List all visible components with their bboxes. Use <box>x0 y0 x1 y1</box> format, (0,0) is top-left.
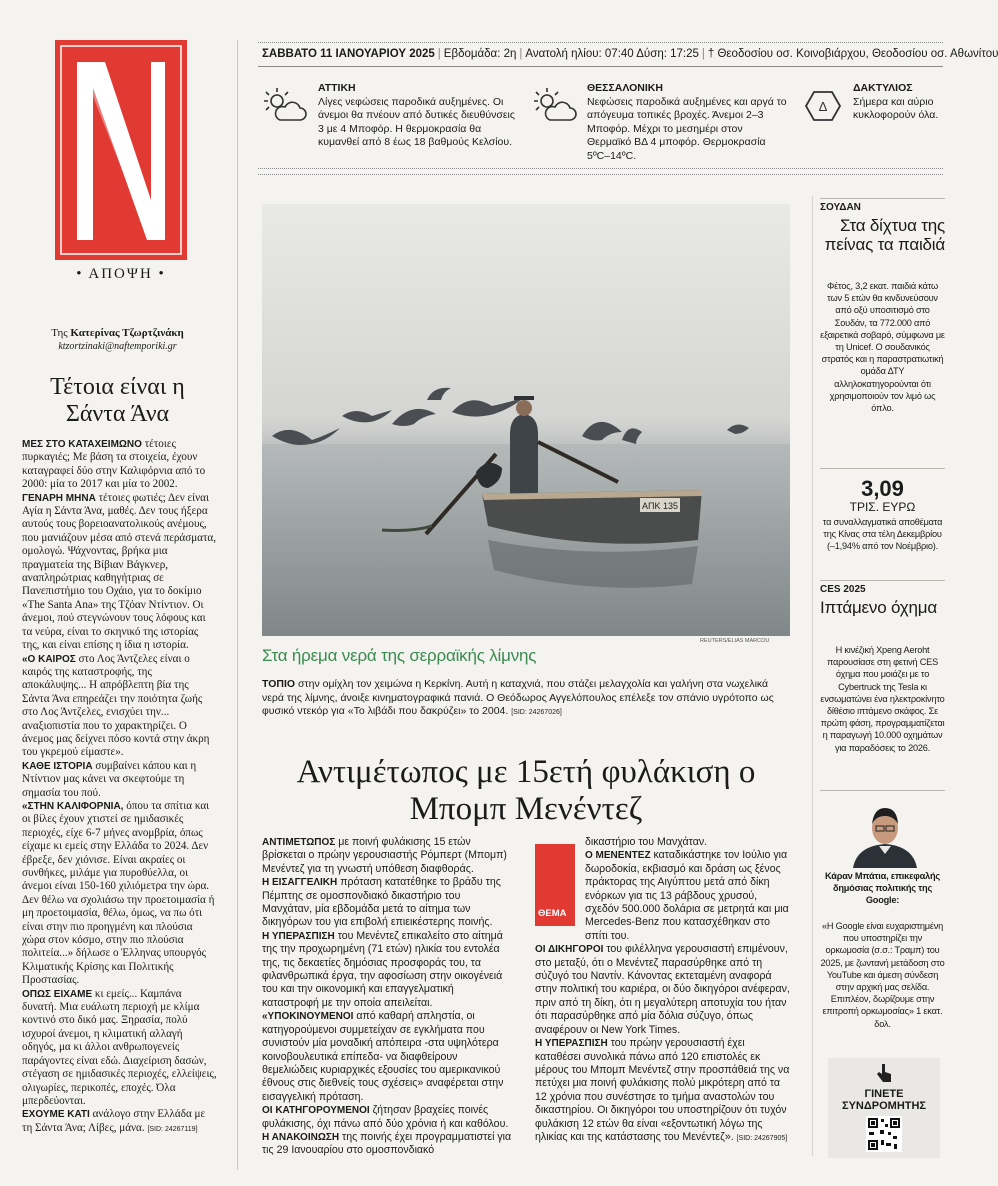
weather-text: Σήμερα και αύριο κυκλοφορούν όλα. <box>853 95 939 121</box>
weather-thessaloniki <box>587 82 787 163</box>
column-divider <box>237 40 238 1170</box>
caption-body <box>262 678 790 720</box>
paragraph-text: πρόταση κατατέθηκε το βράδυ της Πέμπτης σε ομοσπονδιακό δικαστήριο του Μανχάταν, μία εβδομάδα μετά το αίτημα των δικηγόρων του για επιβολή επιεικέστερης ποινής. <box>262 876 501 929</box>
paragraph-keyword: ΟΙ ΔΙΚΗΓΟΡΟΙ <box>535 944 604 956</box>
logo-n-icon <box>55 40 187 260</box>
paragraph <box>262 876 512 930</box>
paragraph-keyword: Η ΥΠΕΡΑΣΠΙΣΗ <box>535 1038 608 1050</box>
paragraph <box>22 988 218 1109</box>
article-column-1 <box>262 836 512 1158</box>
section-divider <box>258 168 943 175</box>
subscribe-label[interactable]: ΓΙΝΕΤΕ ΣΥΝΔΡΟΜΗΤΗΣ <box>841 1088 927 1112</box>
sidebar-divider <box>820 580 945 581</box>
weather-city: ΘΕΣΣΑΛΟΝΙΚΗ <box>587 82 663 94</box>
author-prefix: Της <box>51 327 68 339</box>
newspaper-logo <box>55 40 187 260</box>
paragraph-text: του φιλέλληνα γερουσιαστή επιμένουν, στο μεταξύ, ότι ο Μενέντεζ παρασύρθηκε από τη σύζυγό του Ναντίν. Κάνοντας εκτεταμένη αναφορά στην πολιτική του καριέρα, οι δύο δικηγόροι ανέφεραν, πριν από τη δίκη, ότι η μεγαλύτερη αποτυχία του ήταν ότι παρασύρθηκε από μία δόλια σύζυγο, όπως αναφέρουν οι New York Times. <box>535 943 790 1036</box>
date-line: ΣΑΒΒΑΤΟ 11 ΙΑΝΟΥΑΡΙΟΥ 2025 | Εβδομάδα: 2η | Ανατολή ηλίου: 07:40 Δύση: 17:25 | † Θεοδοσίου οσ. Κοινοβιάρχου, Θεοδοσίου οσ. Αθωνίτου <box>262 48 998 60</box>
paragraph <box>262 1104 512 1131</box>
paragraph-keyword: ΚΑΘΕ ΙΣΤΟΡΙΑ <box>22 760 93 772</box>
paragraph-keyword: Η ΕΙΣΑΓΓΕΛΙΚΗ <box>262 877 338 889</box>
paragraph-keyword: «ΣΤΗΝ ΚΑΛΙΦΟΡΝΙΑ, <box>22 800 124 812</box>
article-column-2 <box>535 836 790 1145</box>
sudan-headline: Στα δίχτυα της πείνας τα παιδιά <box>824 216 945 254</box>
weather-city: ΔΑΚΤΥΛΙΟΣ <box>853 82 913 94</box>
paragraph-text: δικαστήριο του Μανχάταν. <box>585 836 708 848</box>
paragraph-keyword: «Ο ΚΑΙΡΟΣ <box>22 653 76 665</box>
photo-credit: REUTERS/ELIAS MARCOU <box>700 638 770 644</box>
paragraph-text: του πρώην γερουσιαστή έχει καταθέσει συνολικά πάνω από 120 επιστολές εκ μέρους του Μπομπ Μενέντεζ στην προσπάθειά της να πετύχει μια ποινή φυλάκισης πολύ μικρότερη από τα 12 χρόνια που συνέστησε το τμήμα αναστολών του δικαστηρίου. Οι δικηγόροι του υποστηρίζουν ότι τυχόν φυλάκιση 12 ετών θα είναι «εξοντωτική λόγω της ηλικίας και της κατάστασης του Μενέντεζ». <box>535 1037 790 1143</box>
paragraph <box>535 943 790 1037</box>
ces-text: Η κινέζική Xpeng Aeroht παρουσίασε στη φετινή CES όχημα που μοιάζει με το Cybertruck της Tesla κι ενσωματώνει ένα ηλεκτροκίνητο δίθέσιο ιπτάμενο σκάφος. Σε πρώτη φάση, προγραμματίζεται η παραγωγή 10.000 οχημάτων για παραδόσεις το 2026. <box>820 645 945 753</box>
paragraph-text: με ποινή φυλάκισης 15 ετών βρίσκεται ο πρώην γερουσιαστής Ρόμπερτ (Μπομπ) Μενέντεζ για τη γνωστή υπόθεση διαφθοράς. <box>262 836 507 875</box>
paragraph-text: ζήτησαν βραχείες ποινές φυλάκισης, όχι πάνω από δύο χρόνια ή και καθόλου. <box>262 1104 509 1130</box>
author-email[interactable]: ktzortzinaki@naftemporiki.gr <box>58 341 177 352</box>
paragraph-keyword: ΜΕΣ ΣΤΟ ΚΑΤΑΧΕΙΜΩΝΟ <box>22 439 142 450</box>
paragraph <box>22 438 218 492</box>
boat-marking: ΑΠΚ 135 <box>641 501 679 511</box>
big-number: 3,09 <box>861 476 904 501</box>
paragraph <box>262 930 512 1010</box>
paragraph-keyword: ΕΧΟΥΜΕ ΚΑΤΙ <box>22 1109 90 1121</box>
sun-cloud-icon <box>262 86 308 126</box>
paragraph-text: καταδικάστηκε τον Ιούλιο για δωροδοκία, εκβιασμό και δράση ως ξένος πράκτορας της Αιγύπτου μετά από δίκη ενόρκων για τις 13 ράβδους χρυσού, σχεδόν 500.000 δολάρια σε μετρητά και μια Mercedes-Benz που κατασχέθηκαν στο σπίτι του. <box>585 849 789 942</box>
ces-label: CES 2025 <box>820 584 866 595</box>
paragraph-text: τέτοιες πυρκαγιές; Με βάση τα στοιχεία, έχουν καταγραφεί δύο στην Καλιφόρνια από το 2000: μία το 2017 και μία το 2002. <box>22 438 206 491</box>
paragraph-text: στο Λος Άντζελες είναι ο καιρός της καταστροφής, της αποκάλυψης... Η απρόβλεπτη βία της Σάντα Άνα επηρεάζει την ποιότητα ζωής στο Λος Άντζελες, ενισχύει την... αναξιοπιστία που το χαρακτηρίζει. Ο άνεμος μας δείχνει πόσο κοντά στην άκρη του γκρεμού είμαστε». <box>22 652 210 759</box>
paragraph-keyword: «ΥΠΟΚΙΝΟΥΜΕΝΟΙ <box>262 1011 354 1023</box>
week-text: Εβδομάδα: 2η <box>443 48 517 60</box>
caption-keyword: ΤΟΠΙΟ <box>262 678 296 690</box>
weather-city: ΑΤΤΙΚΗ <box>318 82 356 94</box>
lake-photo <box>262 204 790 636</box>
article-headline: Αντιμέτωπος με 15ετή φυλάκιση ο Μπομπ Μενέντεζ <box>296 754 756 827</box>
sidebar-divider <box>820 198 945 199</box>
sidebar-divider <box>820 468 945 469</box>
traffic-badge: Δ <box>818 99 828 114</box>
caption-title: Στα ήρεμα νερά της σερραϊκής λίμνης <box>262 646 537 665</box>
paragraph <box>535 1037 790 1145</box>
sun-cloud-icon <box>532 86 578 126</box>
paragraph-text: τέτοιες φωτιές; Δεν είναι Αγία η Σάντα Άνα, μαθές. Δεν τους ήξερα αυτούς τους βορειοανατολικούς ανέμους, που μανιάζουν μέσα από στενά περάσματα, ομολογώ. Ψάχνοντας, βρήκα μια πραγματεία της Βίβιαν Βάγκνερ, αναπληρώτριας καθηγήτριας σε Πανεπιστήμιο του Οχάιο, για το δοκίμιο «The Santa Ana» της Τζόαν Ντίντιον. Οι άνεμοι, πού στεγνώνουν τους λόφους και τα νεύρα, είναι το σκηνικό της ιστορίας της, και είναι επίσης η ίδια η ιστορία. <box>22 491 216 652</box>
date-text: ΣΑΒΒΑΤΟ 11 ΙΑΝΟΥΑΡΙΟΥ 2025 <box>262 48 435 60</box>
paragraph-keyword: Ο ΜΕΝΕΝΤΕΖ <box>585 850 651 862</box>
caption-text: στην ομίχλη τον χειμώνα η Κερκίνη. Αυτή η καταχνιά, που στάζει μελαγχολία και γαλήνη στα νωχελικά νερά της λίμνης, άνοιξε κινηματογραφικά πανιά. Ο Θεόδωρος Αγγελόπουλος επέλεξε τον σπάνιο υγρότοπο ως φυσικό ντεκόρ για «Το λιβάδι που δακρύζει» το 2004. <box>262 678 774 717</box>
traffic-ring-icon <box>800 86 844 126</box>
weather-attiki <box>318 82 518 150</box>
sidebar-divider <box>820 790 945 791</box>
paragraph-keyword: ΟΙ ΚΑΤΗΓΟΡΟΥΜΕΝΟΙ <box>262 1105 370 1117</box>
sudan-label: ΣΟΥΔΑΝ <box>820 202 861 213</box>
author-block <box>20 326 215 354</box>
pointing-hand-icon <box>872 1062 896 1086</box>
paragraph <box>262 1010 512 1104</box>
paragraph-keyword: ΟΠΩΣ ΕΙΧΑΜΕ <box>22 988 93 1000</box>
paragraph <box>262 1131 512 1158</box>
person-quote: «Η Google είναι ευχαριστημένη που υποστηρίζει την ορκωμοσία (σ.σ.: Τραμπ) του 2025, με ζωντανή μετάδοση στο YouTube και άμεση σύνδεση στην αρχική μας σελίδα. Επιπλέον, δωρίζουμε στην επιτροπή ορκωμοσίας» 1 εκατ. δολ. <box>820 921 945 1029</box>
paragraph-text: συμβαίνει κάπου και η Ντίντιον μας κάνει να σκεφτούμε τη σημασία του πού. <box>22 759 197 799</box>
paragraph-sid: [SID: 24267119] <box>147 1125 198 1133</box>
person-portrait <box>845 800 925 868</box>
paragraph <box>22 800 218 988</box>
paragraph-text: όπου τα σπίτια και οι βίλες έχουν χτιστεί σε ημιδασικές περιοχές, είχε 6-7 μήνες ανομβρία, όπως είχαμε κι εμείς στην Ελλάδα το 2024. Δεν έβρεξε, δεν χιόνισε. Είναι ακραίες οι συνθήκες, μιλάμε για πυροθύελλα, οι άνεμοι είναι 150-160 χιλιόμετρα την ώρα. Δεν θέλω να σχολιάσω την προετοιμασία ή μη προετοιμασία, θέλω, όμως, να πω ότι είναι στην πιο προηγμένη και πλούσια χώρα στον κόσμο, στην πιο πλούσια πολιτεία...» δήλωσε ο Έλληνας υπουργός Κλιματικής Κρίσης και Πολιτικής Προστασίας. <box>22 799 215 987</box>
paragraph <box>22 760 218 800</box>
big-number-text: τα συναλλαγματικά αποθέματα της Κίνας στα τέλη Δεκεμβρίου (–1,94% από τον Νοέμβριο). <box>822 517 943 552</box>
paragraph-keyword: Η ΥΠΕΡΑΣΠΙΣΗ <box>262 930 335 942</box>
ces-headline: Ιπτάμενο όχημα <box>820 598 938 617</box>
paragraph-keyword: ΑΝΤΙΜΕΤΩΠΟΣ <box>262 837 336 848</box>
paragraph-keyword: Η ΑΝΑΚΟΙΝΩΣΗ <box>262 1131 340 1143</box>
sudan-text: Φέτος, 3,2 εκατ. παιδιά κάτω των 5 ετών θα κινδυνεύσουν από οξύ υποσιτισμό στο Σουδάν, τα 772.000 από εξαιρετικά σοβαρό, σύμφωνα με τη Unicef. Ο σουδανικός στρατός και η παραστρατιωτική ομάδα ΔΤΥ αλληλοκατηγορούνται ότι χρησιμοποιούν τον λιμό ως όπλο. <box>820 281 945 414</box>
author-name: Κατερίνας Τζωρτζινάκη <box>70 327 184 339</box>
paragraph <box>22 653 218 760</box>
paragraph-text: από καθαρή απληστία, οι κατηγορούμενοι συμμετείχαν σε εγκλήματα που συνιστούν μία μοναδική απόπειρα -στα υψηλότερα κοινοβουλευτικά επίπεδα- να διαφθείρουν θεμελιώδεις κυριαρχικές εξουσίες του αμερικανικού έθνους στις διεθνείς τους σχέσεις» αναφέρεται στην εισαγγελική πρόταση. <box>262 1010 504 1103</box>
paragraph-text: ανάλογο στην Ελλάδα με τη Σάντα Άνα; Λίβες, μάνα. <box>22 1108 206 1134</box>
paragraph-text: του Μενέντεζ επικαλείτο στο αίτημά της την προχωρημένη (71 ετών) ηλικία του εντολέα της, τις δεκαετίες δημόσιας προσφοράς του, τα φιλανθρωπικά έργα, την αφοσίωση στην οικογένειά του και την οικονομική και επαγγελματική καταστροφή με την οποία απειλείται. <box>262 929 503 1009</box>
paragraph <box>535 849 790 943</box>
sidebar-divider <box>812 196 813 1156</box>
paragraph <box>22 1108 218 1136</box>
thema-label: ΘΕΜΑ <box>538 908 567 919</box>
top-divider <box>258 66 943 67</box>
saints-text: † Θεοδοσίου οσ. Κοινοβιάρχου, Θεοδοσίου οσ. Αθωνίτου <box>707 48 998 60</box>
big-number-unit: ΤΡΙΣ. ΕΥΡΩ <box>849 500 916 514</box>
paragraph-sid: [SID: 24267905] <box>736 1134 788 1142</box>
weather-daktylios <box>853 82 943 123</box>
subscribe-banner[interactable] <box>828 1058 940 1158</box>
top-divider <box>258 42 943 43</box>
paragraph <box>22 492 218 653</box>
paragraph <box>262 836 512 876</box>
paragraph <box>535 836 790 849</box>
opinion-body <box>22 438 218 1136</box>
person-caption: Κάραν Μπάτια, επικεφαλής δημόσιας πολιτικής της Google: <box>825 871 940 906</box>
paragraph-text: κι εμείς... Καμπάνα δυνατή. Μια ευάλωτη περιοχή με κλίμα κοντινό στο δικό μας. Ξηρασία, πολύ ισχυροί άνεμοι, η κλιματική αλλαγή οδηγός, μα κι άλλοι ανθρωπογενείς παράγοντες είναι εδώ. Διαχείριση δασών, στέγαση σε ημιδασικές περιοχές, ελλείψεις, ολιγωρίες, περικοπές, εποχές. Όλα μπερδεύονται. <box>22 987 217 1107</box>
weather-text: Νεφώσεις παροδικά αυξημένες και αργά το απόγευμα τοπικές βροχές. Άνεμοι 2–3 Μποφόρ. Μέχρι το μεσημέρι στον Θερμαϊκό ΒΔ 4 μποφόρ. Θερμοκρασία 5ºC–14ºC. <box>587 95 787 162</box>
opinion-title: Τέτοια είναι η Σάντα Άνα <box>50 374 185 427</box>
section-label: • ΑΠΟΨΗ • <box>76 266 166 282</box>
paragraph-keyword: ΓΕΝΑΡΗ ΜΗΝΑ <box>22 492 96 504</box>
qr-code-icon[interactable] <box>866 1116 902 1152</box>
caption-sid: [SID: 24267026] <box>511 709 562 716</box>
weather-text: Λίγες νεφώσεις παροδικά αυξημένες. Οι άνεμοι θα πνέουν από δυτικές διευθύνσεις 3 με 4 Μποφόρ. Η θερμοκρασία θα κυμανθεί από 8 έως 18 βαθμούς Κελσίου. <box>318 95 515 148</box>
sun-times: Ανατολή ηλίου: 07:40 Δύση: 17:25 <box>525 48 699 60</box>
paragraph-text: της ποινής έχει προγραμματιστεί για τις 29 Ιανουαρίου στο ομοσπονδιακό <box>262 1130 512 1157</box>
